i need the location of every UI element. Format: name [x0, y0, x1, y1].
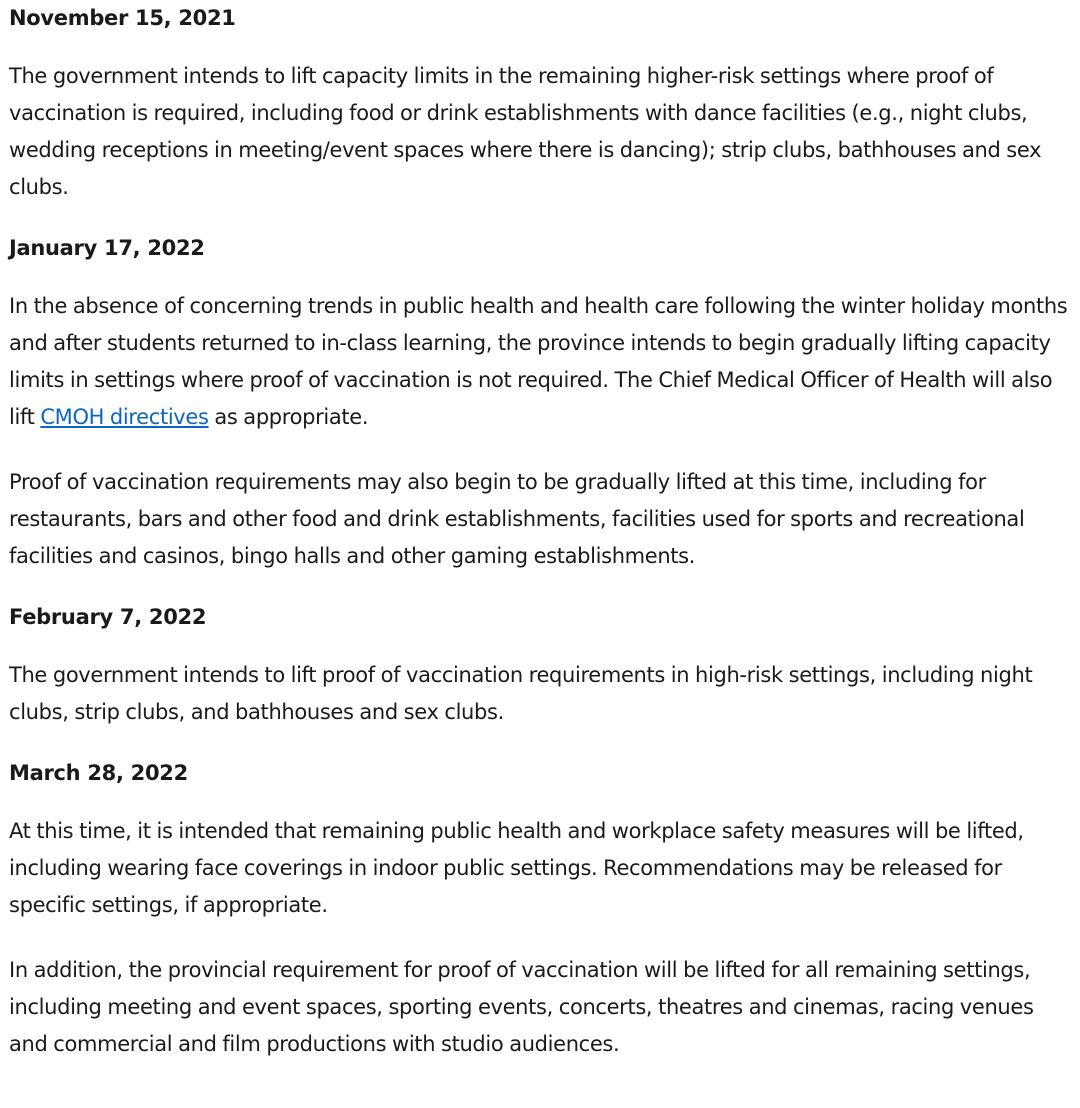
section-nov-15-2021: [9, 4, 1072, 206]
section-date: February 7, 2022: [9, 605, 207, 629]
paragraph-text: as appropriate.: [208, 405, 369, 429]
section-paragraph: [9, 288, 1072, 436]
section-mar-28-2022: [9, 759, 1072, 1063]
section-paragraph: Proof of vaccination requirements may also begin to be gradually lifted at this time, including for restaurants, bars and other food and drink establishments, facilities used for sports and recreational facilities and casinos, bingo halls and other gaming establishments.: [9, 470, 1025, 568]
section-paragraph: At this time, it is intended that remaining public health and workplace safety measures will be lifted, including wearing face coverings in indoor public settings. Recommendations may be released for specific settings, if appropriate.: [9, 819, 1024, 917]
section-feb-7-2022: [9, 603, 1072, 731]
paragraph-text: In the absence of concerning trends in public health and health care following the winter holiday months and after students returned to in-class learning, the province intends to begin gradually lifting capacity limits in settings where proof of vaccination is not required. The Chief Medical Officer of Health will also lift: [9, 294, 1068, 429]
section-paragraph: The government intends to lift capacity limits in the remaining higher-risk settings where proof of vaccination is required, including food or drink establishments with dance facilities (e.g., night clubs, wedding receptions in meeting/event spaces where there is dancing); strip clubs, bathhouses and sex clubs.: [9, 64, 1042, 199]
section-paragraph: The government intends to lift proof of vaccination requirements in high-risk settings, including night clubs, strip clubs, and bathhouses and sex clubs.: [9, 663, 1033, 724]
section-date: November 15, 2021: [9, 6, 236, 30]
section-jan-17-2022: [9, 234, 1072, 575]
section-date: March 28, 2022: [9, 761, 188, 785]
section-paragraph: In addition, the provincial requirement for proof of vaccination will be lifted for all remaining settings, including meeting and event spaces, sporting events, concerts, theatres and cinemas, racing venues and commercial and film productions with studio audiences.: [9, 958, 1034, 1056]
cmoh-directives-link[interactable]: CMOH directives: [40, 405, 209, 429]
section-date: January 17, 2022: [9, 236, 205, 260]
